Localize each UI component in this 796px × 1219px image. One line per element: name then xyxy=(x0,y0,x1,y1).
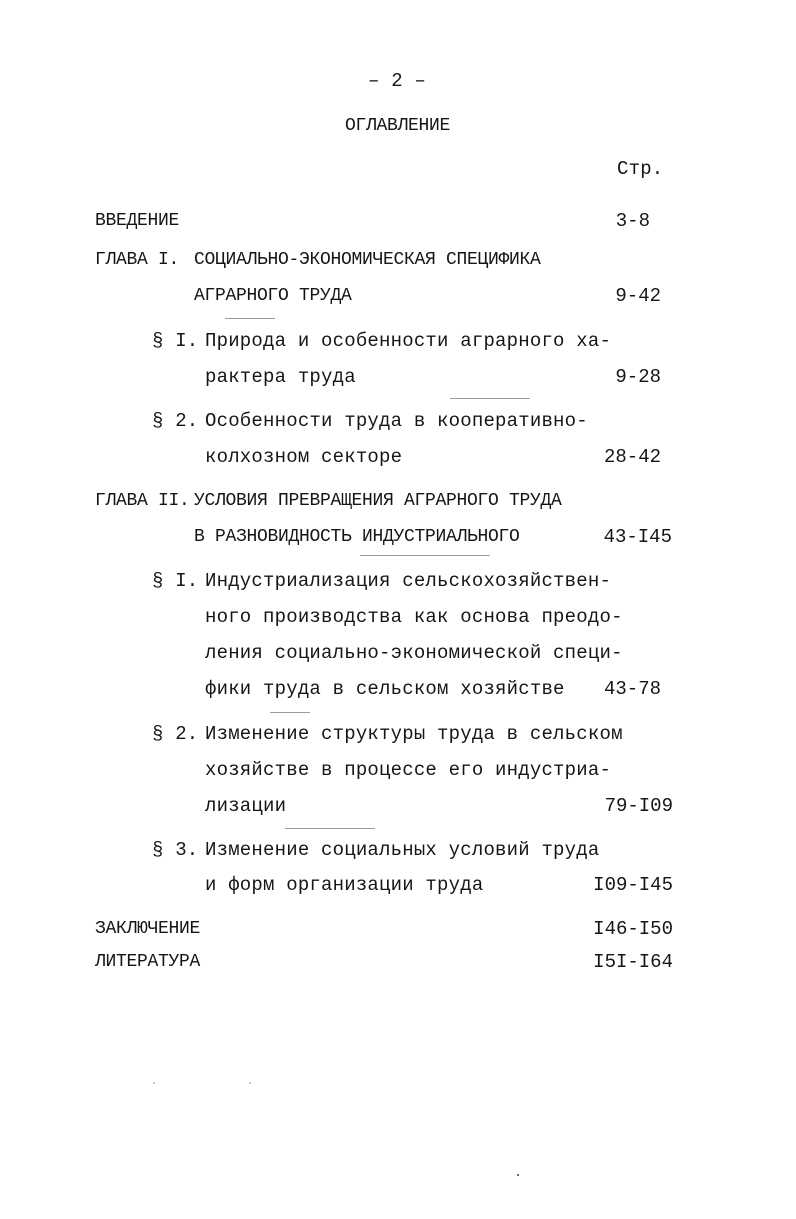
ch2-sec1-line2: ного производства как основа преодо- xyxy=(205,606,623,628)
scan-speck xyxy=(360,555,490,556)
page-number: – 2 – xyxy=(368,70,427,92)
chapter1-pages: 9-42 xyxy=(615,285,661,307)
chapter2-label: ГЛАВА II. xyxy=(95,491,190,511)
ch2-sec2-pages: 79-I09 xyxy=(604,795,673,817)
ch1-sec2-line1: Особенности труда в кооперативно- xyxy=(205,410,588,432)
ch2-sec1-line4: фики труда в сельском хозяйстве xyxy=(205,678,565,700)
ch2-sec2-line3: лизации xyxy=(205,795,287,817)
ch2-sec3-mark: § 3. xyxy=(152,839,199,861)
scan-speck xyxy=(285,828,375,829)
conclusion-label: ЗАКЛЮЧЕНИЕ xyxy=(95,919,201,939)
scan-speck xyxy=(270,712,310,713)
chapter1-title-line2: АГРАРНОГО ТРУДА xyxy=(194,286,352,306)
chapter2-title-line2: В РАЗНОВИДНОСТЬ ИНДУСТРИАЛЬНОГО xyxy=(194,527,520,547)
scan-dot xyxy=(249,1082,251,1084)
ch2-sec2-line1: Изменение структуры труда в сельском xyxy=(205,723,623,745)
intro-pages: 3-8 xyxy=(615,210,650,232)
ch2-sec3-pages: I09-I45 xyxy=(593,874,673,896)
chapter2-title-line1: УСЛОВИЯ ПРЕВРАЩЕНИЯ АГРАРНОГО ТРУДА xyxy=(194,491,562,511)
ch1-sec1-line1: Природа и особенности аграрного ха- xyxy=(205,330,612,352)
chapter1-label: ГЛАВА I. xyxy=(95,250,180,270)
page-column-label: Стр. xyxy=(617,158,664,180)
scan-speck xyxy=(450,398,530,399)
conclusion-pages: I46-I50 xyxy=(593,918,673,940)
ch2-sec1-line3: ления социально-экономической специ- xyxy=(205,642,623,664)
ch1-sec2-line2: колхозном секторе xyxy=(205,446,403,468)
literature-pages: I5I-I64 xyxy=(593,951,673,973)
intro-label: ВВЕДЕНИЕ xyxy=(95,211,180,231)
scan-speck xyxy=(225,318,275,319)
ch1-sec2-mark: § 2. xyxy=(152,410,199,432)
ch2-sec1-line1: Индустриализация сельскохозяйствен- xyxy=(205,570,612,592)
ch2-sec3-line2: и форм организации труда xyxy=(205,874,484,896)
ch2-sec1-mark: § I. xyxy=(152,570,199,592)
ch1-sec2-pages: 28-42 xyxy=(603,446,661,468)
ch2-sec2-mark: § 2. xyxy=(152,723,199,745)
ch2-sec1-pages: 43-78 xyxy=(603,678,661,700)
chapter2-pages: 43-I45 xyxy=(603,526,672,548)
scan-dot xyxy=(517,1174,519,1176)
chapter1-title-line1: СОЦИАЛЬНО-ЭКОНОМИЧЕСКАЯ СПЕЦИФИКА xyxy=(194,250,541,270)
literature-label: ЛИТЕРАТУРА xyxy=(95,952,201,972)
ch2-sec2-line2: хозяйстве в процессе его индустриа- xyxy=(205,759,612,781)
ch1-sec1-mark: § I. xyxy=(152,330,199,352)
ch2-sec3-line1: Изменение социальных условий труда xyxy=(205,839,600,861)
page-title: ОГЛАВЛЕНИЕ xyxy=(345,116,451,136)
scan-dot xyxy=(153,1082,155,1084)
ch1-sec1-line2: рактера труда xyxy=(205,366,356,388)
ch1-sec1-pages: 9-28 xyxy=(615,366,661,388)
